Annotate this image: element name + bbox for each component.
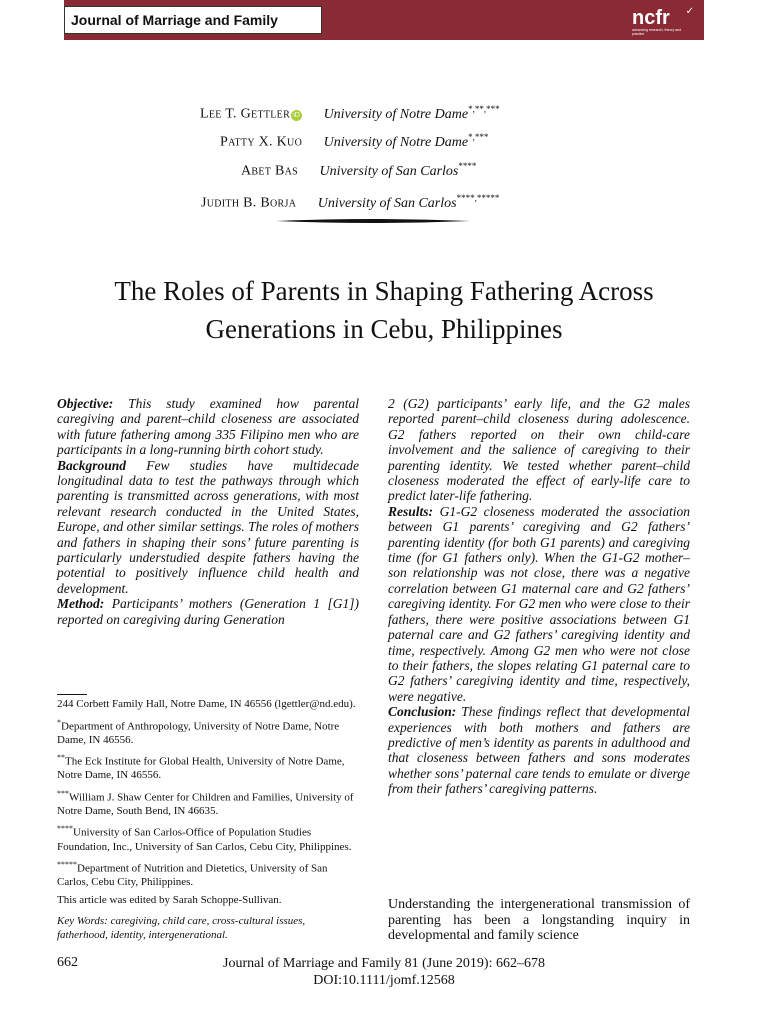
objective-text: This study examined how parental caregiving and parent–child closeness are associated with future fathering among 335 Filipino men who are participants in a long-running birth cohort study. bbox=[57, 396, 359, 458]
author-row bbox=[201, 193, 499, 213]
footnote-text: University of San Carlos-Office of Population Studies Foundation, Inc., University of San Carlos, Cebu City, Philippines. bbox=[57, 827, 352, 853]
footnote-text: Department of Anthropology, University of Notre Dame, Notre Dame, IN 46556. bbox=[57, 720, 340, 746]
footnote bbox=[57, 822, 357, 854]
author-row bbox=[200, 104, 500, 124]
author-row bbox=[220, 132, 488, 152]
title-divider bbox=[276, 218, 470, 224]
method-continuation: 2 (G2) participants’ early life, and the G2 males reported parent–child closeness during adolescence. G2 fathers reported on their own child-care involvement and the salience of caregiving to their parenting identity. We tested whether parent–child closeness moderated the effect of early-life care to predict later-life fathering. bbox=[388, 396, 690, 504]
conclusion-label: Conclusion: bbox=[388, 704, 457, 720]
footnote-mark: ** bbox=[57, 753, 65, 763]
author-row bbox=[241, 161, 476, 181]
abstract-background bbox=[57, 458, 359, 597]
author-affiliation: University of San Carlos bbox=[319, 163, 459, 179]
method-text: Participants’ mothers (Generation 1 [G1]) reported on caregiving during Generation bbox=[57, 596, 359, 627]
footnote-text: William J. Shaw Center for Children and Families, University of Notre Dame, South Bend, IN 46635. bbox=[57, 791, 354, 817]
footnote bbox=[57, 858, 357, 890]
citation-footer bbox=[0, 955, 768, 989]
author-affiliation: University of Notre Dame bbox=[323, 134, 469, 150]
journal-name: Journal of Marriage and Family bbox=[71, 12, 278, 28]
author-affiliation: University of Notre Dame bbox=[323, 106, 469, 122]
ncfr-logo-text: ncfr bbox=[632, 7, 670, 29]
author-name: Abet Bas bbox=[241, 163, 299, 179]
ncfr-logo bbox=[632, 2, 692, 38]
footnote-mark: * bbox=[57, 717, 61, 727]
footnote-text: The Eck Institute for Global Health, University of Notre Dame, Notre Dame, IN 46556. bbox=[57, 755, 345, 782]
footnote bbox=[57, 787, 357, 819]
background-label: Background bbox=[57, 457, 127, 473]
abstract-right-column bbox=[388, 396, 690, 797]
body-intro-paragraph: Understanding the intergenerational transmission of parenting has been a longstanding inquiry in developmental and family science bbox=[388, 897, 690, 944]
doi-link[interactable]: DOI:10.1111/jomf.12568 bbox=[313, 973, 455, 988]
conclusion-text: These findings reflect that developmental experiences with both mothers and fathers are predictive of men’s identity as parents in adulthood and that closeness between fathers and sons moderates whether sons’ paternal care tends to emulate or diverge from their fathers’ caregiving patterns. bbox=[388, 704, 690, 797]
affiliation-marks: ****,***** bbox=[456, 193, 500, 203]
affiliation-marks: *,**,*** bbox=[468, 104, 500, 114]
method-label: Method: bbox=[57, 596, 105, 612]
author-name: Judith B. Borja bbox=[201, 195, 297, 211]
footnote-text: Department of Nutrition and Dietetics, University of San Carlos, Cebu City, Philippines. bbox=[57, 862, 328, 889]
corresponding-address: 244 Corbett Family Hall, Notre Dame, IN 46556 (lgettler@nd.edu). bbox=[57, 698, 356, 710]
editor-note: This article was edited by Sarah Schoppe-Sullivan. bbox=[57, 893, 282, 906]
affiliation-marks: **** bbox=[458, 161, 477, 171]
results-label: Results: bbox=[388, 503, 434, 519]
author-name: Patty X. Kuo bbox=[220, 134, 303, 150]
article-title bbox=[40, 272, 728, 348]
abstract-conclusion bbox=[388, 704, 690, 796]
footnote-mark: *** bbox=[57, 788, 69, 798]
author-affiliation: University of San Carlos bbox=[317, 195, 457, 211]
journal-name-box bbox=[64, 6, 322, 34]
abstract-method bbox=[57, 596, 359, 627]
author-name: Lee T. Gettler bbox=[200, 106, 291, 122]
objective-label: Objective: bbox=[57, 396, 114, 411]
background-text: Few studies have multidecade longitudinal data to test the pathways through which parenting is transmitted across generations, with most relevant research conducted in the United States, Europe, and other similar settings. The roles of mothers and fathers in shaping their sons’ future parenting is particularly understudied despite fathers having the potential to positively influence child health and development. bbox=[57, 457, 359, 596]
keywords: Key Words: caregiving, child care, cross-cultural issues, fatherhood, identity, intergenerational. bbox=[57, 915, 306, 941]
ncfr-logo-tagline: advancing research, theory and practice bbox=[632, 28, 682, 36]
orcid-icon[interactable]: iD bbox=[291, 110, 302, 121]
citation-line: Journal of Marriage and Family 81 (June 2019): 662–678 bbox=[223, 956, 545, 971]
footnote-mark: **** bbox=[57, 824, 73, 834]
title-line: Generations in Cebu, Philippines bbox=[205, 314, 563, 344]
footnotes bbox=[57, 698, 357, 946]
results-text: G1-G2 closeness moderated the association between G1 parents’ caregiving and G2 fathers’ parenting identity (for both G1 parents) and caregiving time (for G1 fathers only). When the G1-G2 mother–son relationship was not close, there was a negative correlation between G1 maternal care and G2 fathers’ caregiving identity. For G2 men who were close to their fathers, there were positive associations between G1 paternal care and G2 fathers’ caregiving identity and time, respectively. Among G2 men who were not close to their fathers, the slopes relating G1 paternal care to G2 fathers’ caregiving identity and time, respectively, were negative. bbox=[388, 503, 690, 704]
abstract-results bbox=[388, 504, 690, 704]
affiliation-marks: *,*** bbox=[468, 132, 489, 142]
footnote-mark: ***** bbox=[57, 860, 77, 870]
page-number: 662 bbox=[57, 955, 78, 970]
checkmark-icon: ✓ bbox=[685, 6, 694, 17]
footnote bbox=[57, 716, 357, 748]
footnote-rule bbox=[57, 694, 87, 695]
journal-header-bar bbox=[64, 0, 704, 40]
title-line: The Roles of Parents in Shaping Fathering Across bbox=[114, 276, 654, 306]
abstract-objective bbox=[57, 396, 359, 458]
abstract-left-column bbox=[57, 396, 359, 627]
footnote bbox=[57, 751, 357, 783]
